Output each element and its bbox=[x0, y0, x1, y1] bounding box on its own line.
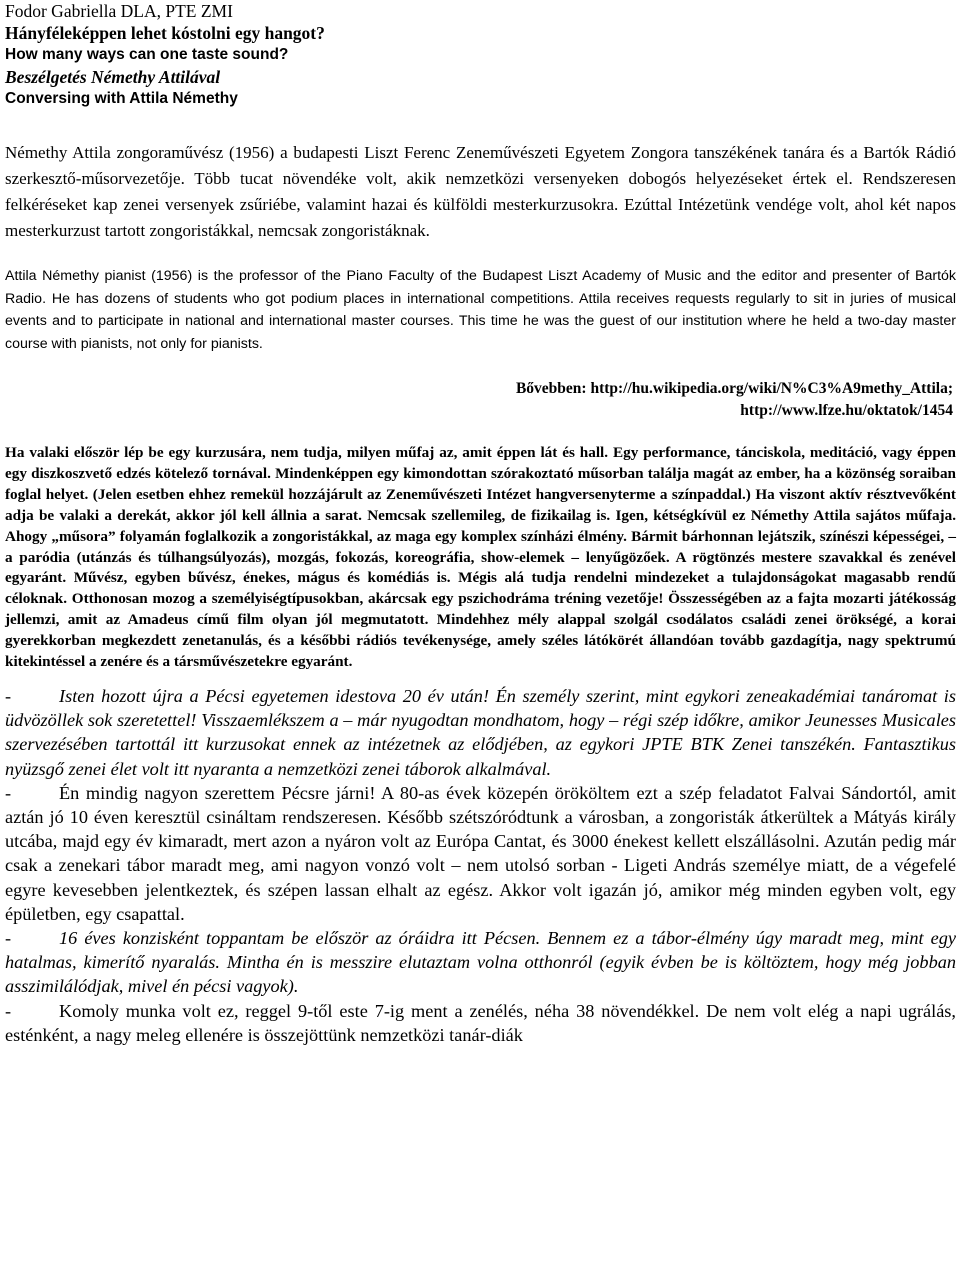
answer-1-text: Én mindig nagyon szerettem Pécsre járni! A 80-as évek közepén örököltem ezt a szép feladatot Falvai Sándortól, amit aztán jó 10 éven keresztül csináltam rendszeresen. Később szétszóródtunk a városban, a zongoristák átkerültek a Mátyás király utcába, majd egy év kimaradt, mert azon a nyáron volt az Európa Cantat, és 3000 énekest kellett elszállásolni. Azután pedig már csak a zenekari tábor maradt meg, ami nagyon vonzó volt – nem utolsó sorban - Ligeti András személye miatt, de a végefelé egyre kevesebben jelentkeztek, és szépen lassan elhalt az egész. Akkor volt igazán jó, amikor még minden egyben volt, egy épületben, egy csapattal. bbox=[5, 782, 956, 924]
title-english: How many ways can one taste sound? bbox=[5, 46, 289, 63]
dialogue-dash: - bbox=[5, 685, 12, 706]
wikipedia-link[interactable]: Bővebben: http://hu.wikipedia.org/wiki/N%C3%A9methy_Attila; bbox=[515, 380, 953, 397]
dialogue-dash: - bbox=[5, 1000, 12, 1021]
subtitle-english: Conversing with Attila Némethy bbox=[5, 90, 238, 107]
title-hungarian: Hányféleképpen lehet kóstolni egy hangot? bbox=[5, 23, 325, 43]
question-2-text: 16 éves konzisként toppantam be először az óráidra itt Pécsen. Bennem ez a tábor-élmény úgy maradt meg, mint egy hatalmas, kimerítő nyaralás. Mintha én is messzire elutaztam volna otthonról (egyik évben be is költöztem, hogy még jobban asszimilálódjak, mivel én pécsi vagyok). bbox=[5, 928, 956, 997]
more-info-links bbox=[5, 378, 953, 422]
question-1-text: Isten hozott újra a Pécsi egyetemen idestova 20 év után! Én személy szerint, mint egykori zeneakadémiai tanáromat is üdvözöllek sok szeretettel! Visszaemlékszem a – már nyugodtan mondhatom, hogy – régi szép időkre, amikor Jeunesses Musicales szervezésében tartottál itt kurzusokat ennek az intézetnek az elődjében, az egykori JPTE BTK Zenei tanszékén. Fantasztikus nyüzsgő zenei élet volt itt nyaranta a nemzetközi zenei táborok alkalmával. bbox=[5, 685, 956, 779]
question-1 bbox=[5, 684, 956, 781]
document-page bbox=[5, 0, 956, 1047]
dialogue-dash: - bbox=[5, 782, 12, 803]
question-2 bbox=[5, 926, 956, 999]
article-header bbox=[5, 0, 956, 110]
lead-paragraph: Ha valaki először lép be egy kurzusára, nem tudja, milyen műfaj az, amit éppen lát és hall. Egy performance, tánciskola, meditáció, vagy éppen egy diszkoszvető edzés kötelező tornával. Mindenképpen egy kimondottan szórakoztató műsorban találja magát az ember, ha a közönség soraiban foglal helyet. (Jelen esetben ehhez remekül hozzájárult az Zeneművészeti Intézet hangversenyterme a színpaddal.) Ha viszont aktív résztvevőként adja be valaki a derekát, akkor jól kell állnia a sarat. Nemcsak szellemileg, de fizikailag is. Igen, kétségkívül ez Némethy Attila sajátos műfaja. Ahogy „műsora” folyamán foglalkozik a zongoristákkal, az maga egy komplex színházi élmény. Bármit bárhonnan lejátszik, színészi képességei, – a paródia (utánzás és túlhangsúlyozás), mozgás, fokozás, koreográfia, show-elemek – lenyűgözőek. A rögtönzés mestere szavakkal és zenével egyaránt. Művész, egyben bűvész, énekes, mágus és komédiás is. Mégis alá tudja rendelni mindezeket a tulajdonságokat magasabb rendű céloknak. Otthonosan mozog a személyiségtípusokban, akárcsak egy pszichodráma tréning vezetője! Összességében az a fajta mozarti játékosság jellemzi, amit az Amadeus című film olyan jól megmutatott. Mindehhez mély alappal szolgál csodálatos családi zenei örökségé, a korai gyerekkorban megkezdett zenetanulás, és a későbbi rádiós tevékenysége, amely széles látókörét állandóan tovább gazdagítja, nagy spektrumú kitekintéssel a zenére és a társművészetekre egyaránt. bbox=[5, 444, 956, 671]
intro-hungarian: Némethy Attila zongoraművész (1956) a budapesti Liszt Ferenc Zeneművészeti Egyetem Zongora tanszékének tanára és a Bartók Rádió szerkesztő-műsorvezetője. Több tucat növendéke volt, akik nemzetközi versenyeken dobogós helyezéseket értek el. Rendszeresen felkéréseket kap zenei versenyek zsűriébe, valamint hazai és külföldi mesterkurzusokra. Ezúttal Intézetünk vendége volt, ahol két napos mesterkurzust tartott zongoristákkal, nemcsak zongoristáknak. bbox=[5, 143, 956, 240]
lfze-link[interactable]: http://www.lfze.hu/oktatok/1454 bbox=[740, 402, 953, 419]
subtitle-hungarian: Beszélgetés Némethy Attilával bbox=[5, 67, 221, 87]
answer-1 bbox=[5, 781, 956, 926]
intro-english: Attila Némethy pianist (1956) is the professor of the Piano Faculty of the Budapest Liszt Academy of Music and the editor and presenter of Bartók Radio. He has dozens of students who got podium places in international competitions. Attila receives requests regularly to sit in juries of musical events and to participate in national and international master courses. This time he was the guest of our institution where he held a two-day master course with pianists, not only for pianists. bbox=[5, 268, 956, 352]
answer-2-text: Komoly munka volt ez, reggel 9-től este 7-ig ment a zenélés, néha 38 növendékkel. De nem volt elég a napi ugrálás, esténként, a nagy meleg ellenére is összejöttünk nemzetközi tanár-diák bbox=[5, 1000, 956, 1045]
dialogue-dash: - bbox=[5, 928, 12, 948]
interview-dialogue bbox=[5, 684, 956, 1047]
author-line: Fodor Gabriella DLA, PTE ZMI bbox=[5, 1, 233, 21]
answer-2 bbox=[5, 999, 956, 1047]
